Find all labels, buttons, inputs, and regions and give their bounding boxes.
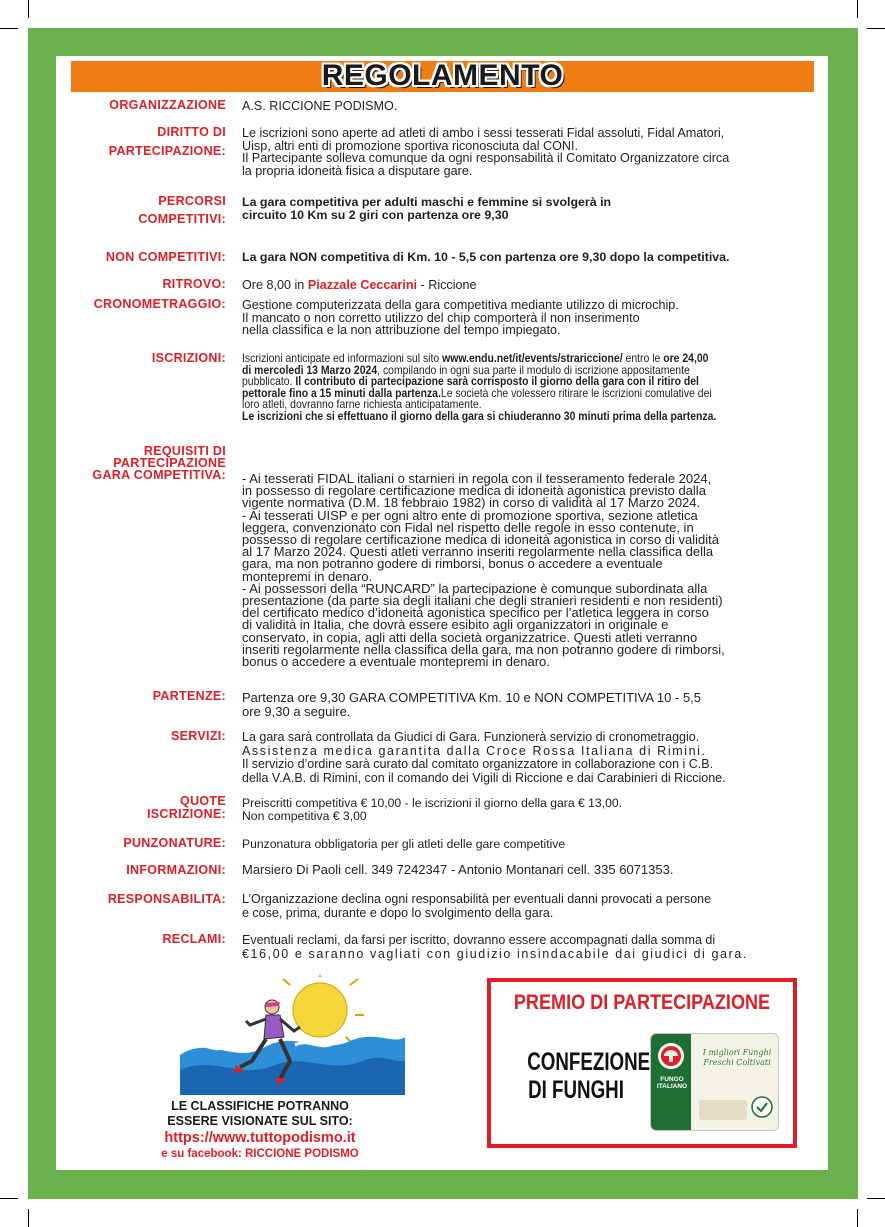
label-servizi: SERVIZI: — [171, 729, 226, 743]
label-cronometraggio: CRONOMETRAGGIO: — [93, 297, 226, 311]
label-non-competitivi: NON COMPETITIVI: — [105, 250, 226, 264]
crop-mark — [857, 1209, 858, 1227]
crop-mark — [0, 28, 18, 29]
label-partenze: PARTENZE: — [152, 689, 226, 703]
crop-mark — [857, 0, 858, 18]
label-quote: QUOTE ISCRIZIONE: — [147, 794, 226, 821]
text-reclami: Eventuali reclami, da farsi per iscritto, dovranno essere accompagnati dalla somma di €16,00 e saranno vagliati con giudizio insindacabile dai giudici di gara. — [242, 933, 748, 961]
label-organizzazione: ORGANIZZAZIONE — [109, 98, 226, 112]
crop-mark — [0, 1198, 18, 1199]
crop-mark — [867, 28, 885, 29]
text-partenze: Partenza ore 9,30 GARA COMPETITIVA Km. 10 e NON COMPETITIVA 10 - 5,5 ore 9,30 a seguire. — [242, 690, 702, 719]
text-iscrizioni: Iscrizioni anticipate ed informazioni sul sito www.endu.net/it/events/strariccione/ entro le ore 24,00 di mercoledì 13 Marzo 2024, compilando in ogni sua parte il modulo di iscrizione appositamente pubblicato. Il contributo di partecipazione sarà corrisposto il giorno della gara con il ritiro del pettorale fino a 15 minuti dalla partenza.Le società che volessero ritirare le iscrizioni comulative dei loro atleti, dovranno farne richiesta anticipatamente. Le iscrizioni che si effettuano il giorno della gara si chiuderanno 30 minuti prima della partenza. — [242, 352, 717, 423]
runner-illustration — [180, 975, 405, 1095]
label-reclami: RECLAMI: — [162, 932, 226, 946]
text-responsabilita: L’Organizzazione declina ogni responsabilità per eventuali danni provocati a persone e cose, prima, durante e dopo lo svolgimento della gara. — [242, 892, 712, 920]
sun-icon — [293, 983, 347, 1037]
text-non-competitivi: La gara NON competitiva di Km. 10 - 5,5 con partenza ore 9,30 dopo la competitiva. — [242, 250, 730, 264]
product-badge: FUNGO ITALIANO — [656, 1076, 688, 1090]
label-diritto-2: PARTECIPAZIONE: — [108, 144, 226, 158]
text-punzonature: Punzonatura obbligatoria per gli atleti delle gare competitive — [242, 837, 566, 851]
text-servizi: La gara sarà controllata da Giudici di Gara. Funzionerà servizio di cronometraggio. Assistenza medica garantita dalla Croce Rossa Italiana di Rimini. Il servizio d’ordine sarà curato dal comitato organizzatore in collaborazione con i C.B. della V.A.B. di Rimini, con il comando dei Vigili di Riccione e dai Carabinieri di Riccione. — [242, 730, 726, 785]
classifiche-note: LE CLASSIFICHE POTRANNO ESSERE VISIONATE SUL SITO: https://www.tuttopodismo.it e su facebook: RICCIONE PODISMO — [130, 1099, 390, 1162]
crop-mark — [867, 1198, 885, 1199]
label-iscrizioni: ISCRIZIONI: — [151, 351, 226, 365]
crop-mark — [28, 0, 29, 18]
crop-mark — [28, 1209, 29, 1227]
label-responsabilita: RESPONSABILITA: — [107, 892, 226, 906]
product-label-strip — [699, 1100, 747, 1120]
product-script: I migliori Funghi Freschi Coltivati — [702, 1048, 772, 1067]
text-diritto: Le iscrizioni sono aperte ad atleti di ambo i sessi tesserati Fidal assoluti, Fidal Amatori, Uisp, altri enti di promozione sportiva riconosciuta dal CONI. Il Partecipante solleva comunque da ogni responsabilità il Comitato Organizzatore circa la propria idoneità fisica a disputare gare. — [242, 126, 730, 178]
page-title: REGOLAMENTO — [321, 59, 564, 92]
results-link[interactable]: https://www.tuttopodismo.it — [164, 1130, 356, 1146]
text-requisiti: - Ai tesserati FIDAL italiani o starnieri in regola con il tesseramento federale 2024, in possesso di regolare certificazione medica di idoneità agonistica previsto dalla vigente normativa (D.M. 18 febbraio 1982) in corso di validità al 17 Marzo 2024. - Ai tesserati UISP e per ogni altro ente di promozione sportiva, sezione atletica leggera, convenzionato con Fidal nel rispetto delle regole in esso contenute, in possesso di regolare certificazione medica di idoneità agonistica in corso di validità al 17 Marzo 2024. Questi atleti verranno inseriti regolarmente nella classifica della gara, ma non potranno godere di rimborsi, bonus o accedere a eventuale montepremi in denaro. - Ai possessori della “RUNCARD” la partecipazione è comunque subordinata alla presentazione (da parte sia degli italiani che degli stranieri residenti e non residenti) del certificato medico d’idoneità agonistica specifico per l’atletica leggera in corso di validità in Italia, che dovrà essere esibito agli organizzatori in originale e conservato, in copia, agli atti della società organizzatrice. Questi atleti verranno inseriti regolarmente nella classifica della gara, ma non potranno godere di rimborsi, bonus o accedere a eventuale montepremi in denaro. — [242, 471, 725, 670]
ritrovo-place: Piazzale Ceccarini — [307, 278, 418, 292]
label-punzonature: PUNZONATURE: — [123, 836, 226, 850]
text-organizzazione: A.S. RICCIONE PODISMO. — [242, 99, 398, 113]
prize-box — [487, 978, 797, 1148]
text-cronometraggio: Gestione computerizzata della gara competitiva mediante utilizzo di microchip. Il mancato o non corretto utilizzo del chip comporterà il non inserimento nella classifica e la non attribuzione del tempo impiegato. — [242, 298, 679, 338]
mushroom-logo-icon — [657, 1042, 685, 1070]
mushroom-package-image — [650, 1033, 779, 1131]
title-bar — [71, 61, 814, 92]
facebook-link[interactable]: e su facebook: RICCIONE PODISMO — [161, 1148, 359, 1160]
quality-seal-icon — [751, 1096, 773, 1118]
prize-item: CONFEZIONE DI FUNGHI — [527, 1048, 651, 1104]
text-percorsi: La gara competitiva per adulti maschi e femmine si svolgerà in circuito 10 Km su 2 giri con partenza ore 9,30 — [242, 195, 612, 222]
label-percorsi-2: COMPETITIVI: — [138, 212, 226, 226]
label-percorsi-1: PERCORSI — [158, 194, 226, 208]
label-diritto-1: DIRITTO DI — [157, 125, 226, 139]
label-requisiti: REQUISITI DI PARTECIPAZIONE GARA COMPETITIVA: — [92, 444, 226, 482]
text-quote: Preiscritti competitiva € 10,00 - le iscrizioni il giorno della gara € 13,00. Non competitiva € 3,00 — [242, 796, 623, 823]
label-ritrovo: RITROVO: — [162, 277, 226, 291]
text-ritrovo: Ore 8,00 in Piazzale Ceccarini - Riccione — [242, 278, 477, 292]
label-informazioni: INFORMAZIONI: — [126, 863, 226, 877]
text-informazioni: Marsiero Di Paoli cell. 349 7242347 - Antonio Montanari cell. 335 6071353. — [242, 862, 674, 877]
prize-title: PREMIO DI PARTECIPAZIONE — [513, 991, 771, 1014]
